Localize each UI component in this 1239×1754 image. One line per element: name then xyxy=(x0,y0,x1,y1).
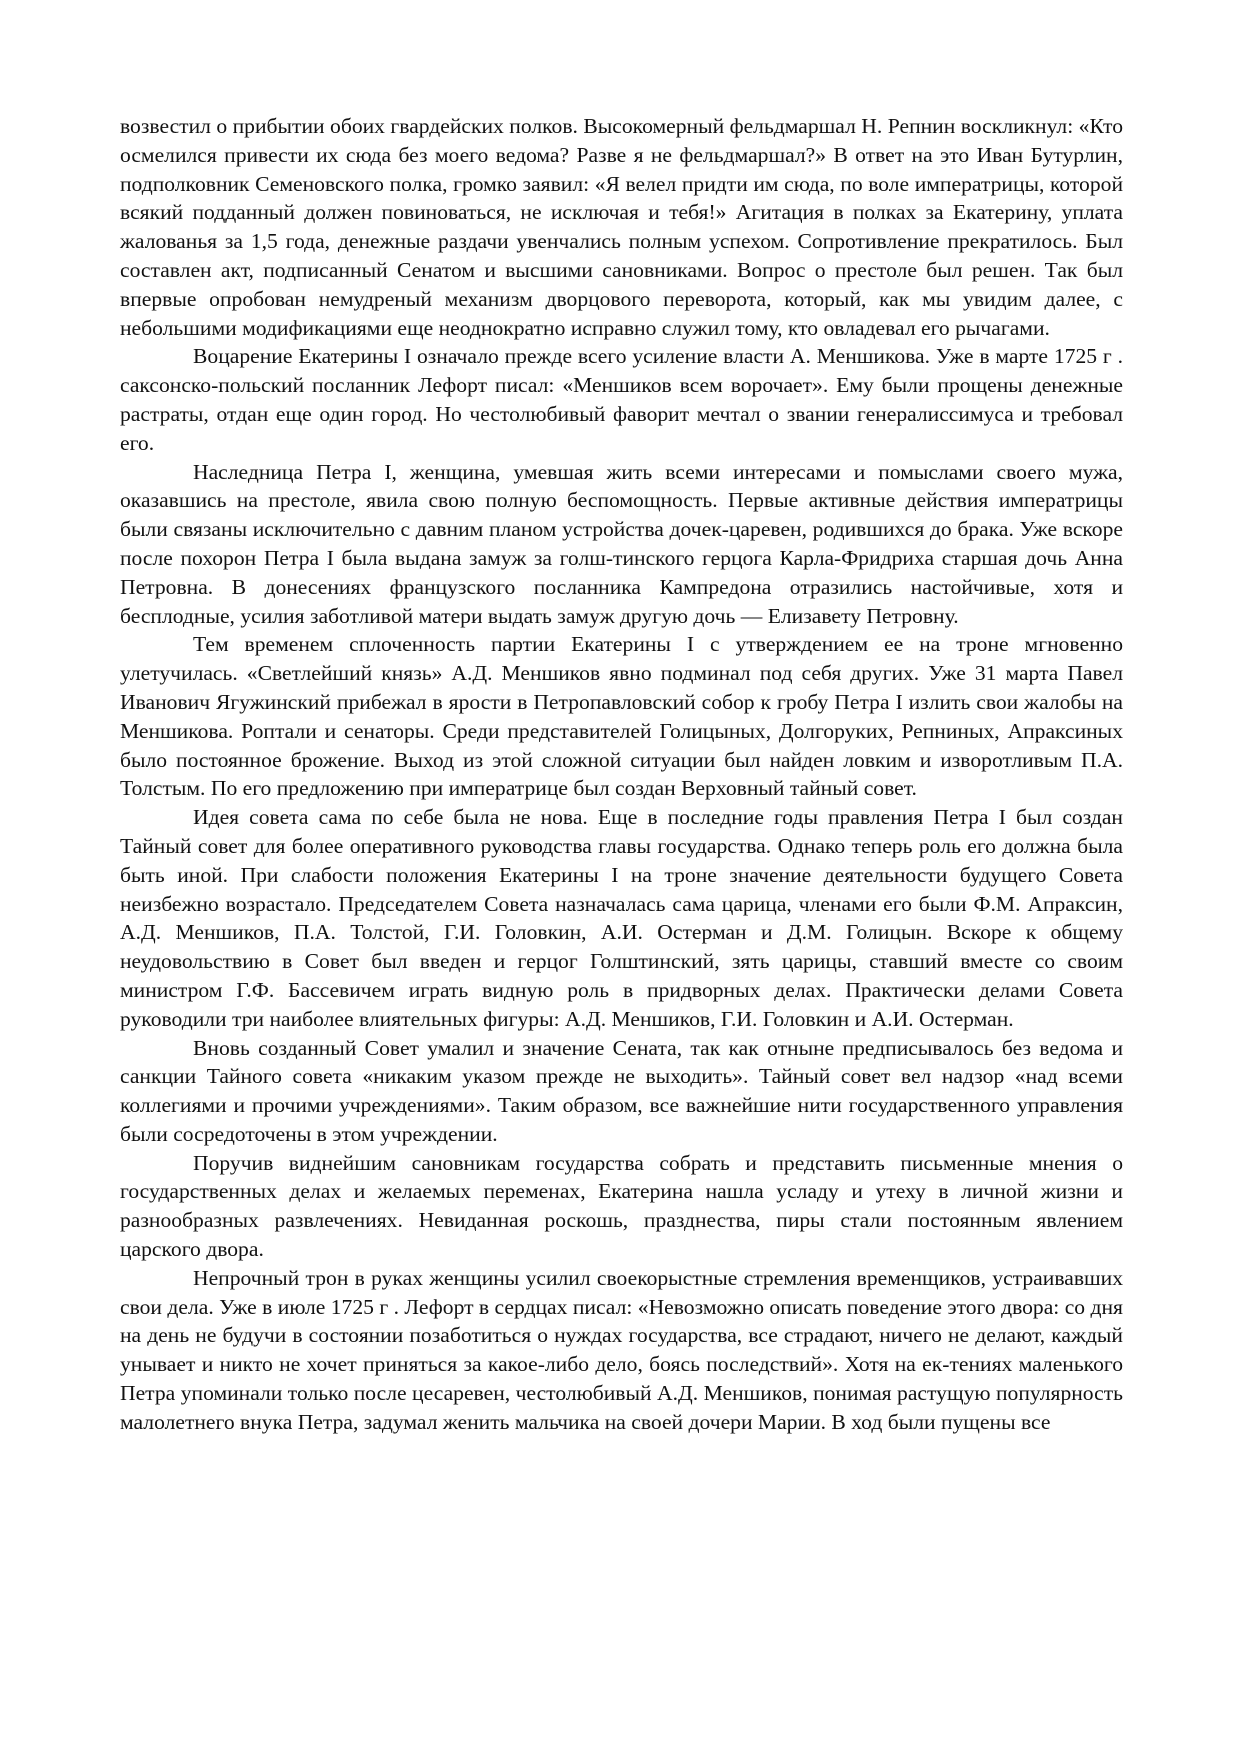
document-page xyxy=(120,112,1123,1437)
paragraph-5: Идея совета сама по себе была не нова. Еще в последние годы правления Петра I был создан Тайный совет для более оперативного руководства главы государства. Однако теперь роль его должна была быть иной. При слабости положения Екатерины I на троне значение деятельности будущего Совета неизбежно возрастало. Председателем Совета назначалась сама царица, членами его были Ф.М. Апраксин, А.Д. Меншиков, П.А. Толстой, Г.И. Головкин, А.И. Остерман и Д.М. Голицын. Вскоре к общему неудовольствию в Совет был введен и герцог Голштинский, зять царицы, ставший вместе со своим министром Г.Ф. Бассевичем играть видную роль в придворных делах. Практически делами Совета руководили три наиболее влиятельных фигуры: А.Д. Меншиков, Г.И. Головкин и А.И. Остерман. xyxy=(120,805,1123,1031)
paragraph-4: Тем временем сплоченность партии Екатерины I с утверждением ее на троне мгновенно улетучилась. «Светлейший князь» А.Д. Меншиков явно подминал под себя других. Уже 31 марта Павел Иванович Ягужинский прибежал в ярости в Петропавловский собор к гробу Петра I излить свои жалобы на Меншикова. Роптали и сенаторы. Среди представителей Голицыных, Долгоруких, Репниных, Апраксиных было постоянное брожение. Выход из этой сложной ситуации был найден ловким и изворотливым П.А. Толстым. По его предложению при императрице был создан Верховный тайный совет. xyxy=(120,632,1123,801)
paragraph-6: Вновь созданный Совет умалил и значение Сената, так как отныне предписывалось без ведома и санкции Тайного совета «никаким указом прежде не выходить». Тайный совет вел надзор «над всеми коллегиями и прочими учреждениями». Таким образом, все важнейшие нити государственного управления были сосредоточены в этом учреждении. xyxy=(120,1035,1123,1146)
paragraph-8: Непрочный трон в руках женщины усилил своекорыстные стремления временщиков, устраивавших свои дела. Уже в июле 1725 г . Лефорт в сердцах писал: «Невозможно описать поведение этого двора: со дня на день не будучи в состоянии позаботиться о нуждах государства, все страдают, ничего не делают, каждый унывает и никто не хочет приняться за какое-либо дело, боясь последствий». Хотя на ек-тениях маленького Петра упоминали только после цесаревен, честолюбивый А.Д. Меншиков, понимая растущую популярность малолетнего внука Петра, задумал женить мальчика на своей дочери Марии. В ход были пущены все xyxy=(120,1265,1123,1434)
paragraph-1: возвестил о прибытии обоих гвардейских полков. Высокомерный фельдмаршал Н. Репнин воскликнул: «Кто осмелился привести их сюда без моего ведома? Разве я не фельдмаршал?» В ответ на это Иван Бутурлин, подполковник Семеновского полка, громко заявил: «Я велел придти им сюда, по воле императрицы, которой всякий подданный должен повиноваться, не исключая и тебя!» Агитация в полках за Екатерину, уплата жалованья за 1,5 года, денежные раздачи увенчались полным успехом. Сопротивление прекратилось. Был составлен акт, подписанный Сенатом и высшими сановниками. Вопрос о престоле был решен. Так был впервые опробован немудреный механизм дворцового переворота, который, как мы увидим далее, с небольшими модификациями еще неоднократно исправно служил тому, кто овладевал его рычагами. xyxy=(120,114,1123,340)
paragraph-7: Поручив виднейшим сановникам государства собрать и представить письменные мнения о государственных делах и желаемых переменах, Екатерина нашла усладу и утеху в личной жизни и разнообразных развлечениях. Невиданная роскошь, празднества, пиры стали постоянным явлением царского двора. xyxy=(120,1150,1123,1262)
paragraph-3: Наследница Петра I, женщина, умевшая жить всеми интересами и помыслами своего мужа, оказавшись на престоле, явила свою полную беспомощность. Первые активные действия императрицы были связаны исключительно с давним планом устройства дочек-царевен, родившихся до брака. Уже вскоре после похорон Петра I была выдана замуж за голш-тинского герцога Карла-Фридриха старшая дочь Анна Петровна. В донесениях французского посланника Кампредона отразились настойчивые, хотя и бесплодные, усилия заботливой матери выдать замуж другую дочь — Елизавету Петровну. xyxy=(120,459,1123,628)
paragraph-2: Воцарение Екатерины I означало прежде всего усиление власти А. Меншикова. Уже в марте 1725 г . саксонско-польский посланник Лефорт писал: «Меншиков всем ворочает». Ему были прощены денежные растраты, отдан еще один город. Но честолюбивый фаворит мечтал о звании генералиссимуса и требовал его. xyxy=(120,344,1123,455)
